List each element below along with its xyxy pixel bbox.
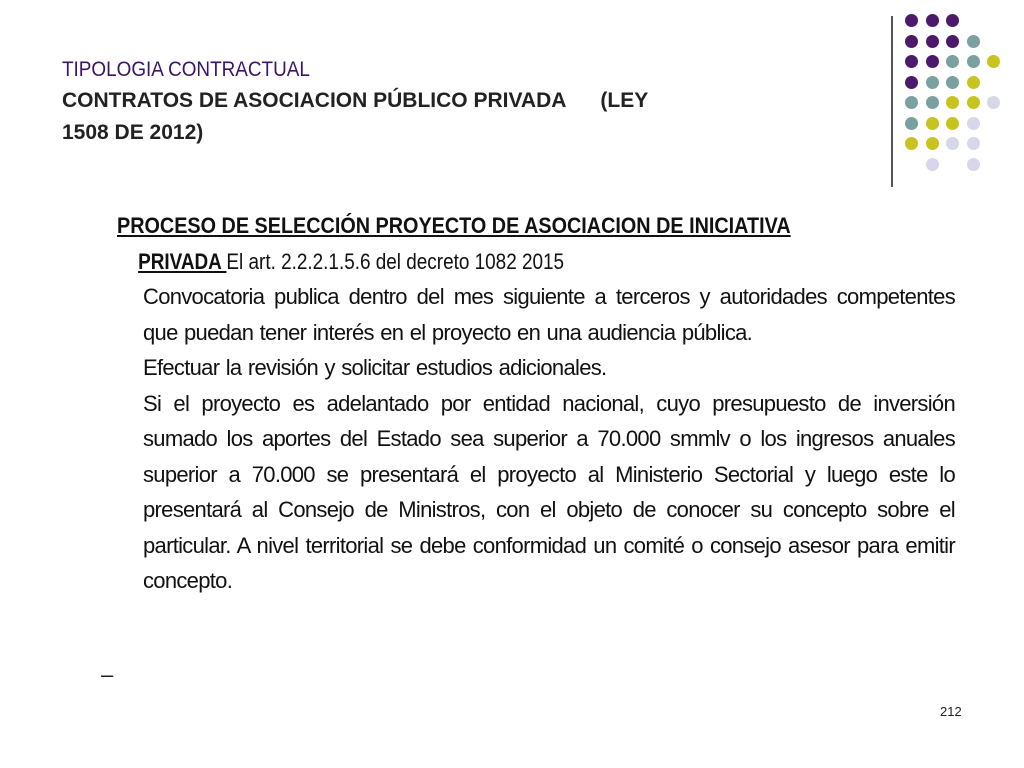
slide-subtitle-line1 [62, 85, 862, 117]
decorative-dot [946, 117, 959, 130]
decorative-dot [926, 96, 939, 109]
section-heading [108, 208, 870, 244]
decorative-dot [946, 14, 959, 27]
slide-content [108, 208, 955, 599]
paragraph-revision: Efectuar la revisión y solicitar estudios adicionales. [143, 355, 607, 380]
subtitle-law-prefix: (LEY [600, 89, 649, 112]
subtitle-text: CONTRATOS DE ASOCIACION PÚBLICO PRIVADA [62, 89, 567, 112]
decorative-dot [946, 55, 959, 68]
slide-title-block [62, 55, 862, 149]
decorative-dot [905, 117, 918, 130]
decorative-dot [926, 76, 939, 89]
decorative-dot [926, 137, 939, 150]
decorative-dot [926, 117, 939, 130]
decorative-dot [967, 55, 980, 68]
decorative-dot [967, 117, 980, 130]
decorative-dot [967, 76, 980, 89]
section-reference [108, 244, 836, 280]
decorative-dot [926, 158, 939, 171]
trailing-dash: – [101, 662, 114, 687]
slide-subtitle-line2: 1508 DE 2012) [62, 121, 204, 144]
decorative-dot [967, 158, 980, 171]
decorative-divider [891, 16, 893, 187]
decorative-dot [946, 35, 959, 48]
slide-title: TIPOLOGIA CONTRACTUAL [62, 58, 310, 81]
decorative-dot [946, 137, 959, 150]
decorative-dot [905, 14, 918, 27]
decorative-dot [967, 137, 980, 150]
decorative-dot [905, 55, 918, 68]
section-heading-continuation: PRIVADA [138, 248, 227, 274]
decorative-dot [946, 76, 959, 89]
decorative-dot [905, 35, 918, 48]
section-heading-text: PROCESO DE SELECCIÓN PROYECTO DE ASOCIACION DE INICIATIVA [117, 213, 791, 238]
paragraph-convocatoria: Convocatoria publica dentro del mes siguiente a terceros y autoridades competentes que puedan tener interés en el proyecto en una audiencia pública. [143, 284, 955, 345]
page-number: 212 [940, 704, 962, 719]
decorative-dot [967, 96, 980, 109]
decorative-dot-grid [905, 14, 1015, 164]
decorative-dot [987, 55, 1000, 68]
decree-reference: El art. 2.2.2.1.5.6 del decreto 1082 2015 [226, 248, 565, 274]
decorative-dot [926, 55, 939, 68]
decorative-dot [905, 76, 918, 89]
decorative-dot [987, 96, 1000, 109]
decorative-dot [926, 14, 939, 27]
decorative-dot [905, 137, 918, 150]
paragraph-entidad-nacional: Si el proyecto es adelantado por entidad nacional, cuyo presupuesto de inversión sumado los aportes del Estado sea superior a 70.000 smmlv o los ingresos anuales superior a 70.000 se presentará el proyecto al Ministerio Sectorial y luego este lo presentará al Consejo de Ministros, con el objeto de conocer su concepto sobre el particular. A nivel territorial se debe conformidad un comité o consejo asesor para emitir concepto. [143, 390, 955, 593]
decorative-dot [926, 35, 939, 48]
decorative-dot [967, 35, 980, 48]
decorative-dot [946, 96, 959, 109]
decorative-dot [905, 96, 918, 109]
